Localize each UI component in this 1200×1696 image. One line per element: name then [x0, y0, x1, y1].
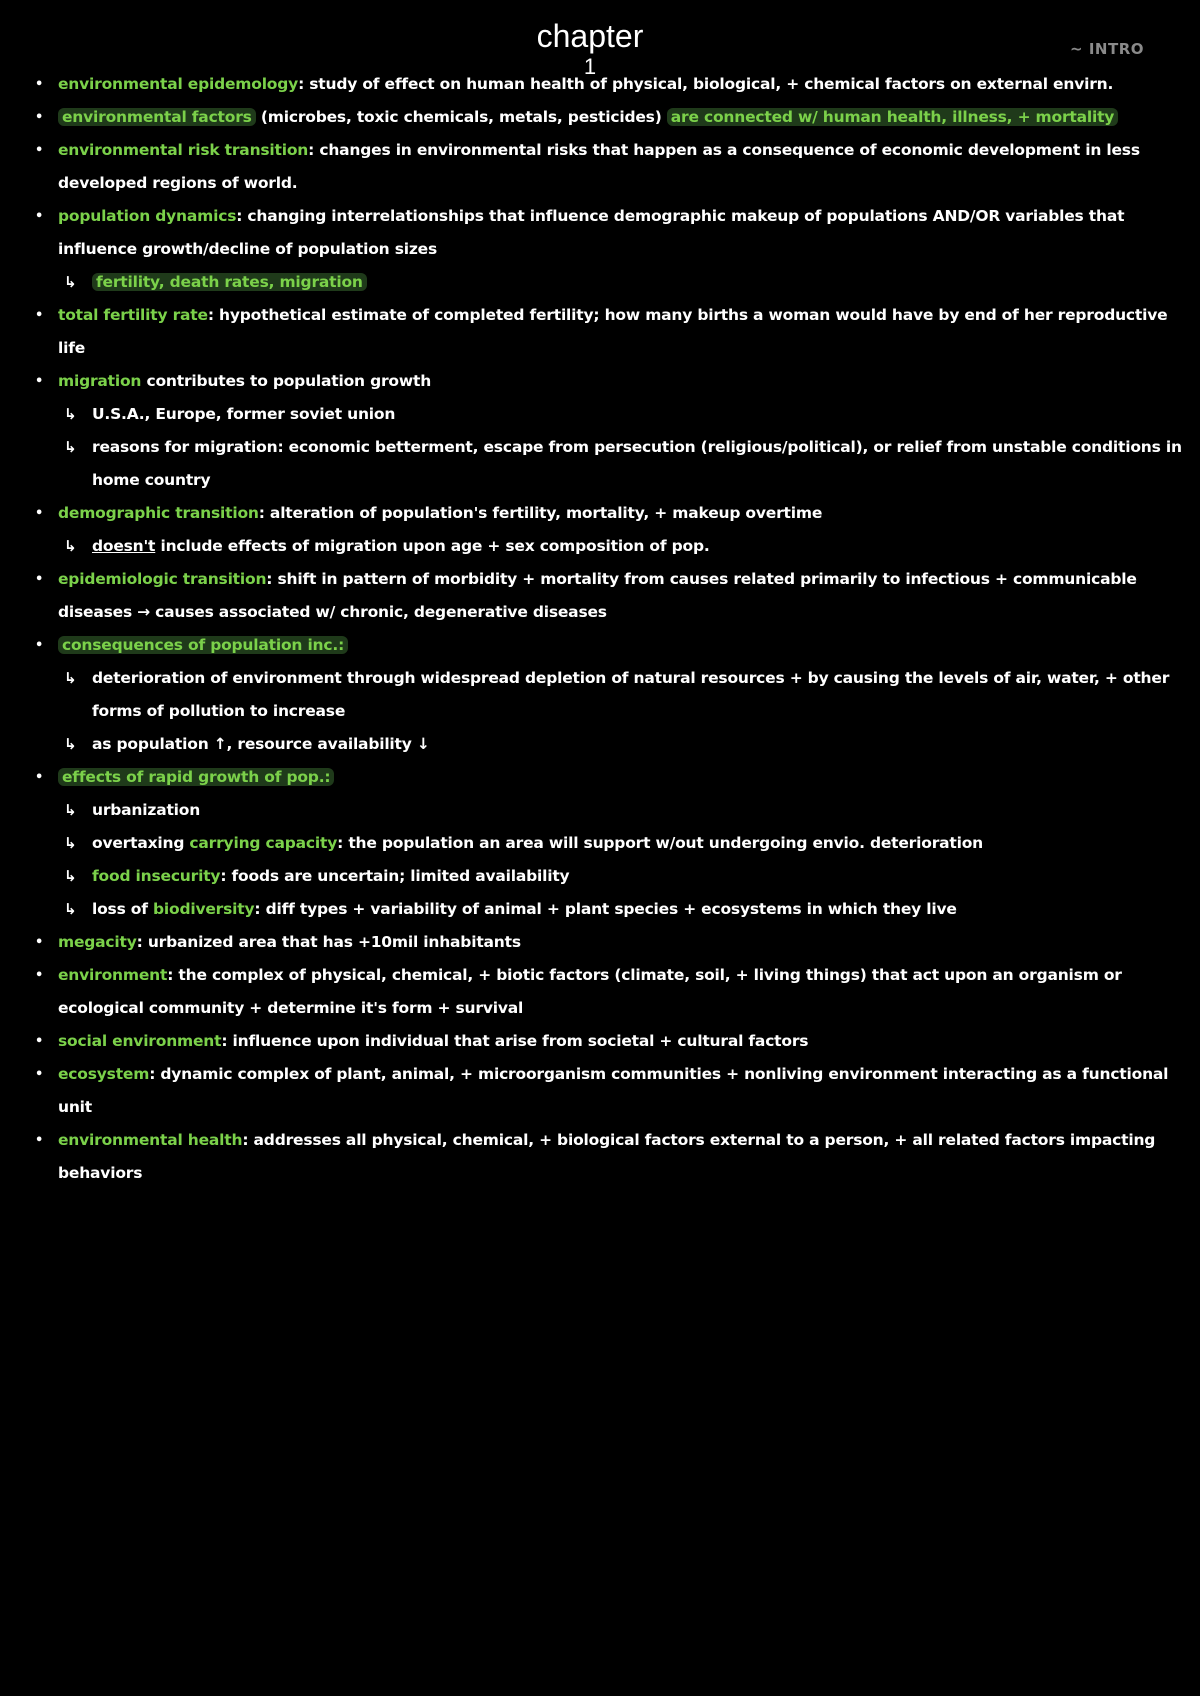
note-text: : hypothetical estimate of completed fertility; how many births a woman would have by end of her reproductive life [58, 306, 1168, 357]
subnote-biodiversity [30, 893, 1182, 926]
subnote-food-insecurity [30, 860, 1182, 893]
bullet-icon: • [34, 209, 44, 224]
note-term: population dynamics [58, 207, 237, 225]
sub-arrow-icon: ↳ [64, 273, 77, 291]
subnote-text: urbanization [92, 801, 201, 819]
subnote-prefix: overtaxing [92, 834, 190, 852]
note-term: ecosystem [58, 1065, 150, 1083]
bullet-icon: • [34, 308, 44, 323]
note-text: : addresses all physical, chemical, + biological factors external to a person, + all related factors impacting behaviors [58, 1131, 1156, 1182]
note-text: : the complex of physical, chemical, + biotic factors (climate, soil, + living things) that act upon an organism or ecological community + determine it's form + survival [58, 966, 1122, 1017]
subnote-text: include effects of migration upon age + sex composition of pop. [155, 537, 710, 555]
subnote-prefix: loss of [92, 900, 153, 918]
note-environment [30, 959, 1182, 1025]
bullet-icon: • [34, 770, 44, 785]
subnote-text: : the population an area will support w/out undergoing envio. deterioration [337, 834, 984, 852]
bullet-icon: • [34, 77, 44, 92]
subnote-text: as population ↑, resource availability ↓ [92, 735, 430, 753]
page-number: 1 [583, 54, 597, 79]
subnote-population-factors [30, 266, 1182, 299]
sub-arrow-icon: ↳ [64, 834, 77, 852]
note-demographic-transition [30, 497, 1182, 530]
note-term: environmental epidemology [58, 75, 299, 93]
bullet-icon: • [34, 506, 44, 521]
subnote-text: U.S.A., Europe, former soviet union [92, 405, 396, 423]
bullet-icon: • [34, 110, 44, 125]
note-consequences-of-population [30, 629, 1182, 662]
bullet-icon: • [34, 968, 44, 983]
note-environmental-risk-transition [30, 134, 1182, 200]
note-term: megacity [58, 933, 137, 951]
bullet-icon: • [34, 1067, 44, 1082]
subnote-term: food insecurity [92, 867, 221, 885]
bullet-icon: • [34, 143, 44, 158]
note-term: epidemiologic transition [58, 570, 267, 588]
subnote-text: : diff types + variability of animal + plant species + ecosystems in which they live [254, 900, 957, 918]
note-term: environmental risk transition [58, 141, 309, 159]
note-text: : dynamic complex of plant, animal, + microorganism communities + nonliving environment interacting as a functional unit [58, 1065, 1169, 1116]
sub-arrow-icon: ↳ [64, 735, 77, 753]
subnote-text: : foods are uncertain; limited availability [220, 867, 570, 885]
subnote-urbanization [30, 794, 1182, 827]
note-environmental-health [30, 1124, 1182, 1190]
note-term: total fertility rate [58, 306, 208, 324]
note-text: : alteration of population's fertility, mortality, + makeup overtime [258, 504, 823, 522]
note-population-dynamics [30, 200, 1182, 266]
note-term: environment [58, 966, 168, 984]
bullet-icon: • [34, 935, 44, 950]
sub-arrow-icon: ↳ [64, 669, 77, 687]
subnote-emphasis: doesn't [92, 537, 156, 555]
note-term: effects of rapid growth of pop.: [58, 768, 334, 786]
bullet-icon: • [34, 374, 44, 389]
subnote-migration-reasons [30, 431, 1182, 497]
bullet-icon: • [34, 1133, 44, 1148]
sub-arrow-icon: ↳ [64, 867, 77, 885]
sub-arrow-icon: ↳ [64, 900, 77, 918]
bullet-icon: • [34, 1034, 44, 1049]
subnote-text: deterioration of environment through widespread depletion of natural resources + by causing the levels of air, water, + other forms of pollution to increase [92, 669, 1170, 720]
note-total-fertility-rate [30, 299, 1182, 365]
subnote-carrying-capacity [30, 827, 1182, 860]
note-text: : urbanized area that has +10mil inhabitants [136, 933, 521, 951]
note-text: : changes in environmental risks that happen as a consequence of economic development in less developed regions of world. [58, 141, 1140, 192]
note-environmental-factors [30, 101, 1182, 134]
note-term-highlight: are connected w/ human health, illness, + mortality [667, 108, 1118, 126]
note-term: environmental factors [58, 108, 256, 126]
note-social-environment [30, 1025, 1182, 1058]
note-text: contributes to population growth [141, 372, 432, 390]
sub-arrow-icon: ↳ [64, 537, 77, 555]
subnote-term: biodiversity [153, 900, 255, 918]
page-title: chapter [536, 18, 644, 54]
note-ecosystem [30, 1058, 1182, 1124]
note-text: : changing interrelationships that influence demographic makeup of populations AND/OR variables that influence growth/decline of population sizes [58, 207, 1125, 258]
note-term: social environment [58, 1032, 222, 1050]
bullet-icon: • [34, 572, 44, 587]
note-text: : shift in pattern of morbidity + mortality from causes related primarily to infectious + communicable diseases → causes associated w/ chronic, degenerative diseases [58, 570, 1137, 621]
note-effects-of-rapid-growth [30, 761, 1182, 794]
note-epidemiologic-transition [30, 563, 1182, 629]
sub-arrow-icon: ↳ [64, 801, 77, 819]
note-term: migration [58, 372, 142, 390]
bullet-icon: • [34, 638, 44, 653]
note-term: demographic transition [58, 504, 259, 522]
note-text: : study of effect on human health of physical, biological, + chemical factors on external envirn. [298, 75, 1114, 93]
note-term: consequences of population inc.: [58, 636, 348, 654]
section-tag: ~ INTRO [1070, 40, 1144, 58]
subnote-resource-availability [30, 728, 1182, 761]
note-environmental-epidemology [30, 68, 1182, 101]
subnote-migration-regions [30, 398, 1182, 431]
note-text: : influence upon individual that arise from societal + cultural factors [221, 1032, 809, 1050]
notes-list [30, 68, 1182, 1190]
note-megacity [30, 926, 1182, 959]
subnote-demographic-migration [30, 530, 1182, 563]
note-term: environmental health [58, 1131, 243, 1149]
subnote-text: fertility, death rates, migration [92, 273, 367, 291]
subnote-deterioration [30, 662, 1182, 728]
note-text: (microbes, toxic chemicals, metals, pesticides) [255, 108, 667, 126]
sub-arrow-icon: ↳ [64, 405, 77, 423]
sub-arrow-icon: ↳ [64, 438, 77, 456]
subnote-text: reasons for migration: economic betterment, escape from persecution (religious/political), or relief from unstable conditions in home country [92, 438, 1182, 489]
subnote-term: carrying capacity [189, 834, 338, 852]
note-migration [30, 365, 1182, 398]
